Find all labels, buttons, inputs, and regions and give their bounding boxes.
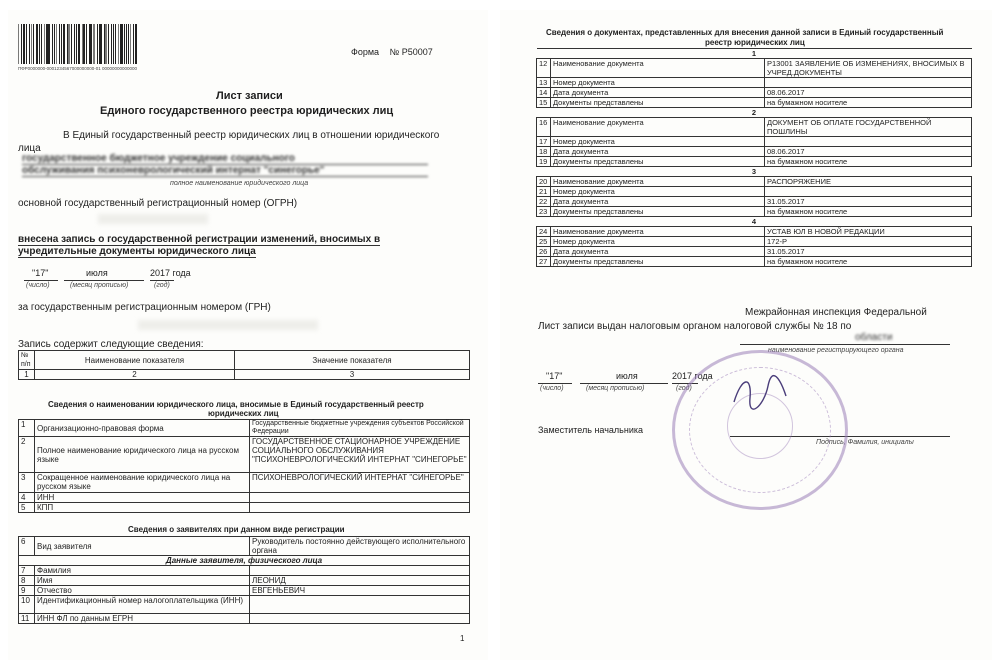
table-row	[537, 118, 972, 137]
header-col-name: Наименование показателя	[35, 351, 235, 370]
r-date-year: 2017 года	[672, 371, 713, 381]
barcode-bar	[124, 24, 125, 64]
row-num: 1	[19, 420, 35, 437]
docs-group-header	[537, 167, 972, 177]
barcode-bar	[100, 24, 101, 64]
row-label: Номер документа	[551, 137, 765, 147]
row-num: 16	[537, 118, 551, 137]
table-row	[537, 88, 972, 98]
row-label: Полное наименование юридического лица на русском языке	[35, 437, 250, 473]
entry-line1: внесена запись о государственной регистрации изменений, вносимых в	[18, 234, 381, 245]
row-label: Документы представлены	[551, 98, 765, 108]
row-label: ИНН	[35, 493, 250, 503]
barcode-bar	[99, 24, 100, 64]
barcode-bar	[113, 24, 114, 64]
barcode-bar	[71, 24, 72, 64]
date-year-line	[150, 280, 174, 281]
barcode-bar	[61, 24, 62, 64]
table-row	[19, 596, 470, 614]
grn-value-redacted	[138, 320, 318, 330]
row-value: РАСПОРЯЖЕНИЕ	[765, 177, 972, 187]
row-label: КПП	[35, 503, 250, 513]
r-date-cap-day: (число)	[540, 385, 564, 392]
row-label: Имя	[35, 576, 250, 586]
r-date-day: "17"	[546, 371, 563, 381]
header-table	[18, 350, 470, 380]
row-num: 18	[537, 147, 551, 157]
barcode-bar	[130, 24, 131, 64]
applicant-subtitle: Данные заявителя, физического лица	[19, 556, 470, 566]
r-date-cap-month: (месяц прописью)	[586, 385, 645, 392]
signature-scribble	[730, 372, 790, 412]
row-label: Наименование документа	[551, 227, 765, 237]
row-value: 31.05.2017	[765, 197, 972, 207]
header-col-num: № п/п	[19, 351, 35, 370]
row-value	[250, 596, 470, 614]
r-date-day-line	[538, 383, 572, 384]
header-index-row	[19, 370, 470, 380]
r-date-month-line	[580, 383, 668, 384]
date-year: 2017 года	[150, 268, 191, 278]
grn-label: за государственным регистрационным номером (ГРН)	[18, 302, 271, 313]
barcode-bar	[33, 24, 34, 64]
row-num: 20	[537, 177, 551, 187]
table-row	[537, 157, 972, 167]
table-row	[537, 137, 972, 147]
row-label: Сокращенное наименование юридического лица на русском языке	[35, 473, 250, 493]
date-cap-year: (год)	[154, 282, 170, 289]
deputy-label: Заместитель начальника	[538, 425, 644, 435]
table-row	[19, 473, 470, 493]
docs-group-index: 1	[537, 49, 972, 59]
org-name-blurred: государственное бюджетное учреждение социального	[22, 153, 428, 165]
barcode-bar	[46, 24, 47, 64]
issued-line1: Межрайонная инспекция Федеральной	[745, 307, 927, 318]
row-value: УСТАВ ЮЛ В НОВОЙ РЕДАКЦИИ	[765, 227, 972, 237]
row-num: 13	[537, 78, 551, 88]
barcode-bar	[78, 24, 80, 64]
barcode-bar	[56, 24, 57, 64]
barcode-bar	[36, 24, 38, 64]
issued-region-blurred: области	[855, 332, 893, 343]
row-label: Идентификационный номер налогоплательщика (ИНН)	[35, 596, 250, 614]
row-value: на бумажном носителе	[765, 157, 972, 167]
date-cap-month: (месяц прописью)	[70, 282, 129, 289]
barcode-bar	[74, 24, 75, 64]
table-row	[537, 197, 972, 207]
table-row	[537, 147, 972, 157]
table-row	[19, 614, 470, 624]
table-row	[537, 187, 972, 197]
row-num: 22	[537, 197, 551, 207]
barcode-bar	[23, 24, 25, 64]
table-row	[537, 237, 972, 247]
barcode-bar	[47, 24, 49, 64]
row-label: Дата документа	[551, 147, 765, 157]
barcode-bar	[111, 24, 112, 64]
r-date-cap-year: (год)	[676, 385, 692, 392]
table-row	[19, 537, 470, 556]
docs-group-index: 4	[537, 217, 972, 227]
doc-subtitle: Единого государственного реестра юридических лиц	[100, 105, 394, 117]
form-label-text: Форма	[351, 47, 380, 57]
row-value: 08.06.2017	[765, 147, 972, 157]
barcode-bar	[59, 24, 60, 64]
docs-table	[536, 48, 972, 267]
table-row	[19, 556, 470, 566]
barcode-bar	[41, 24, 42, 64]
barcode-bar	[93, 24, 95, 64]
row-label: Отчество	[35, 586, 250, 596]
name-table	[18, 419, 470, 513]
row-value: ДОКУМЕНТ ОБ ОПЛАТЕ ГОСУДАРСТВЕННОЙ ПОШЛИНЫ	[765, 118, 972, 137]
row-num: 3	[19, 473, 35, 493]
row-num: 4	[19, 493, 35, 503]
barcode-bar	[86, 24, 87, 64]
row-label: Наименование документа	[551, 59, 765, 78]
table-row	[19, 420, 470, 437]
barcode-bar	[63, 24, 65, 64]
row-num: 24	[537, 227, 551, 237]
docs-group-header	[537, 49, 972, 59]
docs-group-header	[537, 108, 972, 118]
org-name-caption: полное наименование юридического лица	[170, 180, 309, 187]
row-value	[250, 566, 470, 576]
issued-caption: наименование регистрирующего органа	[768, 347, 904, 354]
barcode-bar	[135, 24, 137, 64]
table-row	[537, 227, 972, 237]
row-num: 11	[19, 614, 35, 624]
barcode-bar	[76, 24, 77, 64]
header-index-2: 2	[35, 370, 235, 380]
table-row	[537, 98, 972, 108]
row-num: 14	[537, 88, 551, 98]
table-row	[537, 78, 972, 88]
contains-label: Запись содержит следующие сведения:	[18, 339, 204, 350]
barcode-bar	[18, 24, 19, 64]
row-label: Документы представлены	[551, 207, 765, 217]
docs-group-index: 2	[537, 108, 972, 118]
row-num: 17	[537, 137, 551, 147]
row-value: ЛЕОНИД	[250, 576, 470, 586]
barcode-bar	[133, 24, 134, 64]
page-number: 1	[460, 634, 465, 643]
row-num: 27	[537, 257, 551, 267]
row-value: на бумажном носителе	[765, 98, 972, 108]
barcode-bar	[21, 24, 22, 64]
table-row	[19, 437, 470, 473]
row-num: 15	[537, 98, 551, 108]
ogrn-value-redacted	[98, 214, 208, 224]
barcode-bar	[115, 24, 116, 64]
barcode-bar	[89, 24, 90, 64]
barcode-bar	[90, 24, 91, 64]
intro-line1: В Единый государственный реестр юридических лиц в отношении юридического	[63, 130, 440, 141]
row-value	[765, 137, 972, 147]
row-num: 23	[537, 207, 551, 217]
row-label: Номер документа	[551, 237, 765, 247]
row-value	[250, 493, 470, 503]
date-day-line	[24, 280, 58, 281]
row-label: Номер документа	[551, 187, 765, 197]
row-num: 8	[19, 576, 35, 586]
intro-line2: лица	[18, 143, 41, 154]
barcode-bar	[97, 24, 98, 64]
barcode-image	[18, 24, 138, 64]
form-label	[351, 47, 433, 57]
barcode-bar	[105, 24, 107, 64]
date-cap-day: (число)	[26, 282, 50, 289]
org-name-blurred-2: обслуживания психоневрологический интернат "синегорье"	[22, 165, 428, 177]
barcode-bar	[104, 24, 105, 64]
row-num: 5	[19, 503, 35, 513]
barcode-bar	[39, 24, 40, 64]
issued-underline	[740, 344, 950, 345]
row-label: ИНН ФЛ по данным ЕГРН	[35, 614, 250, 624]
row-value: на бумажном носителе	[765, 207, 972, 217]
barcode-bar	[120, 24, 122, 64]
barcode-caption: ПФР0000000-0001234567000000000-01 00000000000000	[18, 66, 138, 71]
barcode-bar	[82, 24, 83, 64]
barcode-bar	[118, 24, 119, 64]
issued-line2: Лист записи выдан налоговым органом налоговой службы № 18 по	[538, 321, 852, 332]
name-section-title: Сведения о наименовании юридического лица, вносимые в Единый государственный реестр	[48, 400, 424, 409]
table-row	[19, 503, 470, 513]
barcode-bar	[83, 24, 84, 64]
header-index-1: 1	[19, 370, 35, 380]
doc-title: Лист записи	[216, 90, 283, 102]
table-row	[19, 586, 470, 596]
row-label: Вид заявителя	[35, 537, 250, 556]
row-value	[250, 503, 470, 513]
barcode-bar	[54, 24, 55, 64]
barcode-bar	[108, 24, 109, 64]
date-month-line	[64, 280, 144, 281]
row-value	[765, 78, 972, 88]
table-row	[537, 257, 972, 267]
table-row	[537, 247, 972, 257]
row-num: 7	[19, 566, 35, 576]
barcode-bar	[52, 24, 53, 64]
row-num: 21	[537, 187, 551, 197]
row-value: ПСИХОНЕВРОЛОГИЧЕСКИЙ ИНТЕРНАТ "СИНЕГОРЬЕ"	[250, 473, 470, 493]
row-label: Наименование документа	[551, 177, 765, 187]
row-num: 9	[19, 586, 35, 596]
row-value: 08.06.2017	[765, 88, 972, 98]
name-section-title-2: юридических лиц	[208, 409, 279, 418]
row-label: Дата документа	[551, 197, 765, 207]
docs-title: Сведения о документах, представленных для внесения данной записи в Единый государственный	[546, 28, 944, 37]
applicant-table	[18, 536, 470, 624]
row-value: ГОСУДАРСТВЕННОЕ СТАЦИОНАРНОЕ УЧРЕЖДЕНИЕ СОЦИАЛЬНОГО ОБСЛУЖИВАНИЯ "ПСИХОНЕВРОЛОГИЧЕСКИЙ ИНТЕРНАТ "СИНЕГОРЬЕ"	[250, 437, 470, 473]
row-num: 19	[537, 157, 551, 167]
ogrn-label: основной государственный регистрационный номер (ОГРН)	[18, 198, 298, 209]
row-value: Руководитель постоянно действующего исполнительного органа	[250, 537, 470, 556]
row-label: Фамилия	[35, 566, 250, 576]
docs-group-index: 3	[537, 167, 972, 177]
row-value: Р13001 ЗАЯВЛЕНИЕ ОБ ИЗМЕНЕНИЯХ, ВНОСИМЫХ В УЧРЕД.ДОКУМЕНТЫ	[765, 59, 972, 78]
barcode-bar	[68, 24, 69, 64]
row-value	[765, 187, 972, 197]
barcode-bar	[67, 24, 68, 64]
row-value	[250, 614, 470, 624]
header-row	[19, 351, 470, 370]
table-row	[19, 566, 470, 576]
table-row	[19, 493, 470, 503]
row-value: Государственные бюджетные учреждения субъектов Российской Федерации	[250, 420, 470, 437]
row-label: Дата документа	[551, 88, 765, 98]
barcode-bar	[29, 24, 30, 64]
row-num: 25	[537, 237, 551, 247]
table-row	[537, 207, 972, 217]
row-num: 10	[19, 596, 35, 614]
row-label: Документы представлены	[551, 157, 765, 167]
sign-caption: Подпись, Фамилия, инициалы	[816, 439, 914, 446]
table-row	[19, 576, 470, 586]
table-row	[537, 59, 972, 78]
docs-group-header	[537, 217, 972, 227]
left-page	[8, 10, 488, 660]
header-index-3: 3	[235, 370, 470, 380]
form-number: № Р50007	[389, 47, 433, 57]
barcode-bar	[126, 24, 127, 64]
row-num: 26	[537, 247, 551, 257]
right-page	[500, 10, 992, 660]
row-label: Дата документа	[551, 247, 765, 257]
row-label: Документы представлены	[551, 257, 765, 267]
entry-line2: учредительные документы юридического лица	[18, 246, 256, 257]
row-value: 172-Р	[765, 237, 972, 247]
row-label: Номер документа	[551, 78, 765, 88]
barcode-bar	[26, 24, 27, 64]
date-day: "17"	[32, 268, 49, 278]
barcode-bar	[44, 24, 45, 64]
row-value: ЕВГЕНЬЕВИЧ	[250, 586, 470, 596]
table-row	[537, 177, 972, 187]
row-num: 2	[19, 437, 35, 473]
barcode-bar	[128, 24, 129, 64]
row-num: 12	[537, 59, 551, 78]
date-month: июля	[86, 268, 108, 278]
row-value: на бумажном носителе	[765, 257, 972, 267]
docs-title-2: реестр юридических лиц	[705, 38, 805, 47]
row-value: 31.05.2017	[765, 247, 972, 257]
applicant-section-title: Сведения о заявителях при данном виде регистрации	[128, 525, 345, 534]
row-label: Организационно-правовая форма	[35, 420, 250, 437]
barcode-bar	[31, 24, 32, 64]
header-col-value: Значение показателя	[235, 351, 470, 370]
row-num: 6	[19, 537, 35, 556]
r-date-month: июля	[616, 371, 638, 381]
row-label: Наименование документа	[551, 118, 765, 137]
